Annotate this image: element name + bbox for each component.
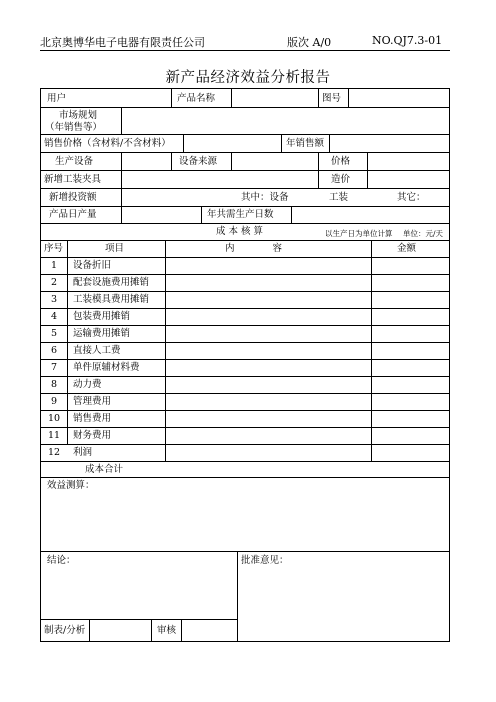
costing-title: 成 本 核 算 [216,226,264,237]
cost-row-item: 工装模具费用摊销 [73,294,150,305]
row-line [41,206,449,207]
header-divider [40,50,450,51]
cost-row-item: 管理费用 [73,396,112,407]
cost-row-item: 直接人工费 [73,345,121,356]
col-line [237,551,238,641]
row-line [41,107,449,108]
sales-price-label: 销售价格（含材料/不含材料） [44,138,171,149]
row-line [41,257,449,258]
market-plan-label: 市场规划 [59,110,98,121]
column-header-content: 内 容 [225,243,283,254]
row-line [41,551,449,552]
annual-days-label: 年共需生产日数 [207,209,274,220]
col-line [121,188,122,206]
costing-unit-note: 单位：元/天 [403,229,444,238]
cost-total-label: 成本合计 [85,464,124,475]
row-line [41,410,449,411]
new-investment-label: 新增投资额 [49,192,97,203]
cost-row-no: 9 [51,396,58,407]
drawing-number-label: 图号 [322,93,342,104]
price-label: 价格 [331,156,351,167]
col-line [171,89,172,107]
cost-row-no: 4 [51,311,58,322]
company-name: 北京奥博华电子电器有限责任公司 [40,36,205,49]
col-line [348,89,349,107]
row-line [41,188,449,189]
column-header-amount: 金额 [397,243,417,254]
row-line [41,170,449,171]
investment-tooling-label: 工装 [329,192,349,203]
row-line [41,240,449,241]
row-line [41,619,237,620]
col-line [121,152,122,188]
document-number: NO.QJ7.3-01 [372,34,443,47]
cost-row-no: 12 [48,447,61,458]
row-line [41,477,449,478]
col-line [231,152,232,170]
version-label: 版次 A/0 [287,36,332,49]
cost-row-item: 利润 [73,447,93,458]
col-line [89,619,90,641]
annual-sales-label: 年销售额 [286,138,325,149]
col-line [291,206,292,223]
cost-row-item: 包装费用摊销 [73,311,131,322]
col-line [181,619,182,641]
cost-row-no: 7 [51,362,58,373]
cost-row-no: 10 [48,413,61,424]
cost-label: 造价 [331,174,351,185]
investment-other-label: 其它： [397,192,426,203]
row-line [41,359,449,360]
column-header-item: 项目 [105,243,125,254]
col-line [281,134,282,152]
col-line [329,134,330,152]
production-equipment-label: 生产设备 [55,156,94,167]
col-line [318,89,319,107]
cost-row-no: 5 [51,328,58,339]
customer-label: 用户 [47,93,67,104]
col-line [183,134,184,152]
cost-row-item: 动力费 [73,379,102,390]
investment-equipment-label: 其中：设备 [241,192,289,203]
col-line [201,206,202,223]
conclusion-label: 结论： [47,555,76,566]
analysis-form-table [40,88,450,642]
column-header-no: 序号 [44,243,64,254]
col-line [151,619,152,641]
cost-row-item: 配套设施费用摊销 [73,277,150,288]
cost-row-no: 8 [51,379,58,390]
row-line [41,461,449,462]
new-fixture-label: 新增工装夹具 [44,174,102,185]
row-line [41,393,449,394]
col-line [367,152,368,188]
row-line [41,376,449,377]
col-line [171,152,172,170]
approval-label: 批准意见： [241,555,289,566]
equipment-source-label: 设备来源 [179,156,218,167]
col-line [67,240,68,444]
daily-output-label: 产品日产量 [49,209,97,220]
report-title: 新产品经济效益分析报告 [165,70,331,86]
reviewed-by-label: 审核 [157,625,177,636]
cost-row-item: 销售费用 [73,413,112,424]
row-line [41,274,449,275]
product-name-label: 产品名称 [177,93,216,104]
cost-row-item: 财务费用 [73,430,112,441]
cost-row-item: 运输费用摊销 [73,328,131,339]
row-line [41,152,449,153]
row-line [41,223,449,224]
cost-row-no: 11 [48,430,61,441]
cost-row-no: 6 [51,345,58,356]
cost-row-item: 单件原辅材料费 [73,362,140,373]
col-line [121,206,122,223]
cost-row-no: 3 [51,294,58,305]
row-line [41,342,449,343]
prepared-by-label: 制表/分析 [44,625,86,636]
row-line [41,134,449,135]
cost-row-item: 设备折旧 [73,260,112,271]
costing-basis-note: 以生产日为单位计算 [325,229,393,238]
col-line [318,152,319,188]
col-line [231,89,232,107]
row-line [41,325,449,326]
row-line [41,308,449,309]
col-line [371,240,372,461]
row-line [41,444,449,445]
market-plan-sub-label: （年销售等） [45,122,103,133]
col-line [121,107,122,134]
benefit-calculation-label: 效益测算： [47,480,95,491]
cost-row-no: 1 [51,260,58,271]
cost-row-no: 2 [51,277,58,288]
row-line [41,291,449,292]
col-line [165,240,166,461]
row-line [41,427,449,428]
